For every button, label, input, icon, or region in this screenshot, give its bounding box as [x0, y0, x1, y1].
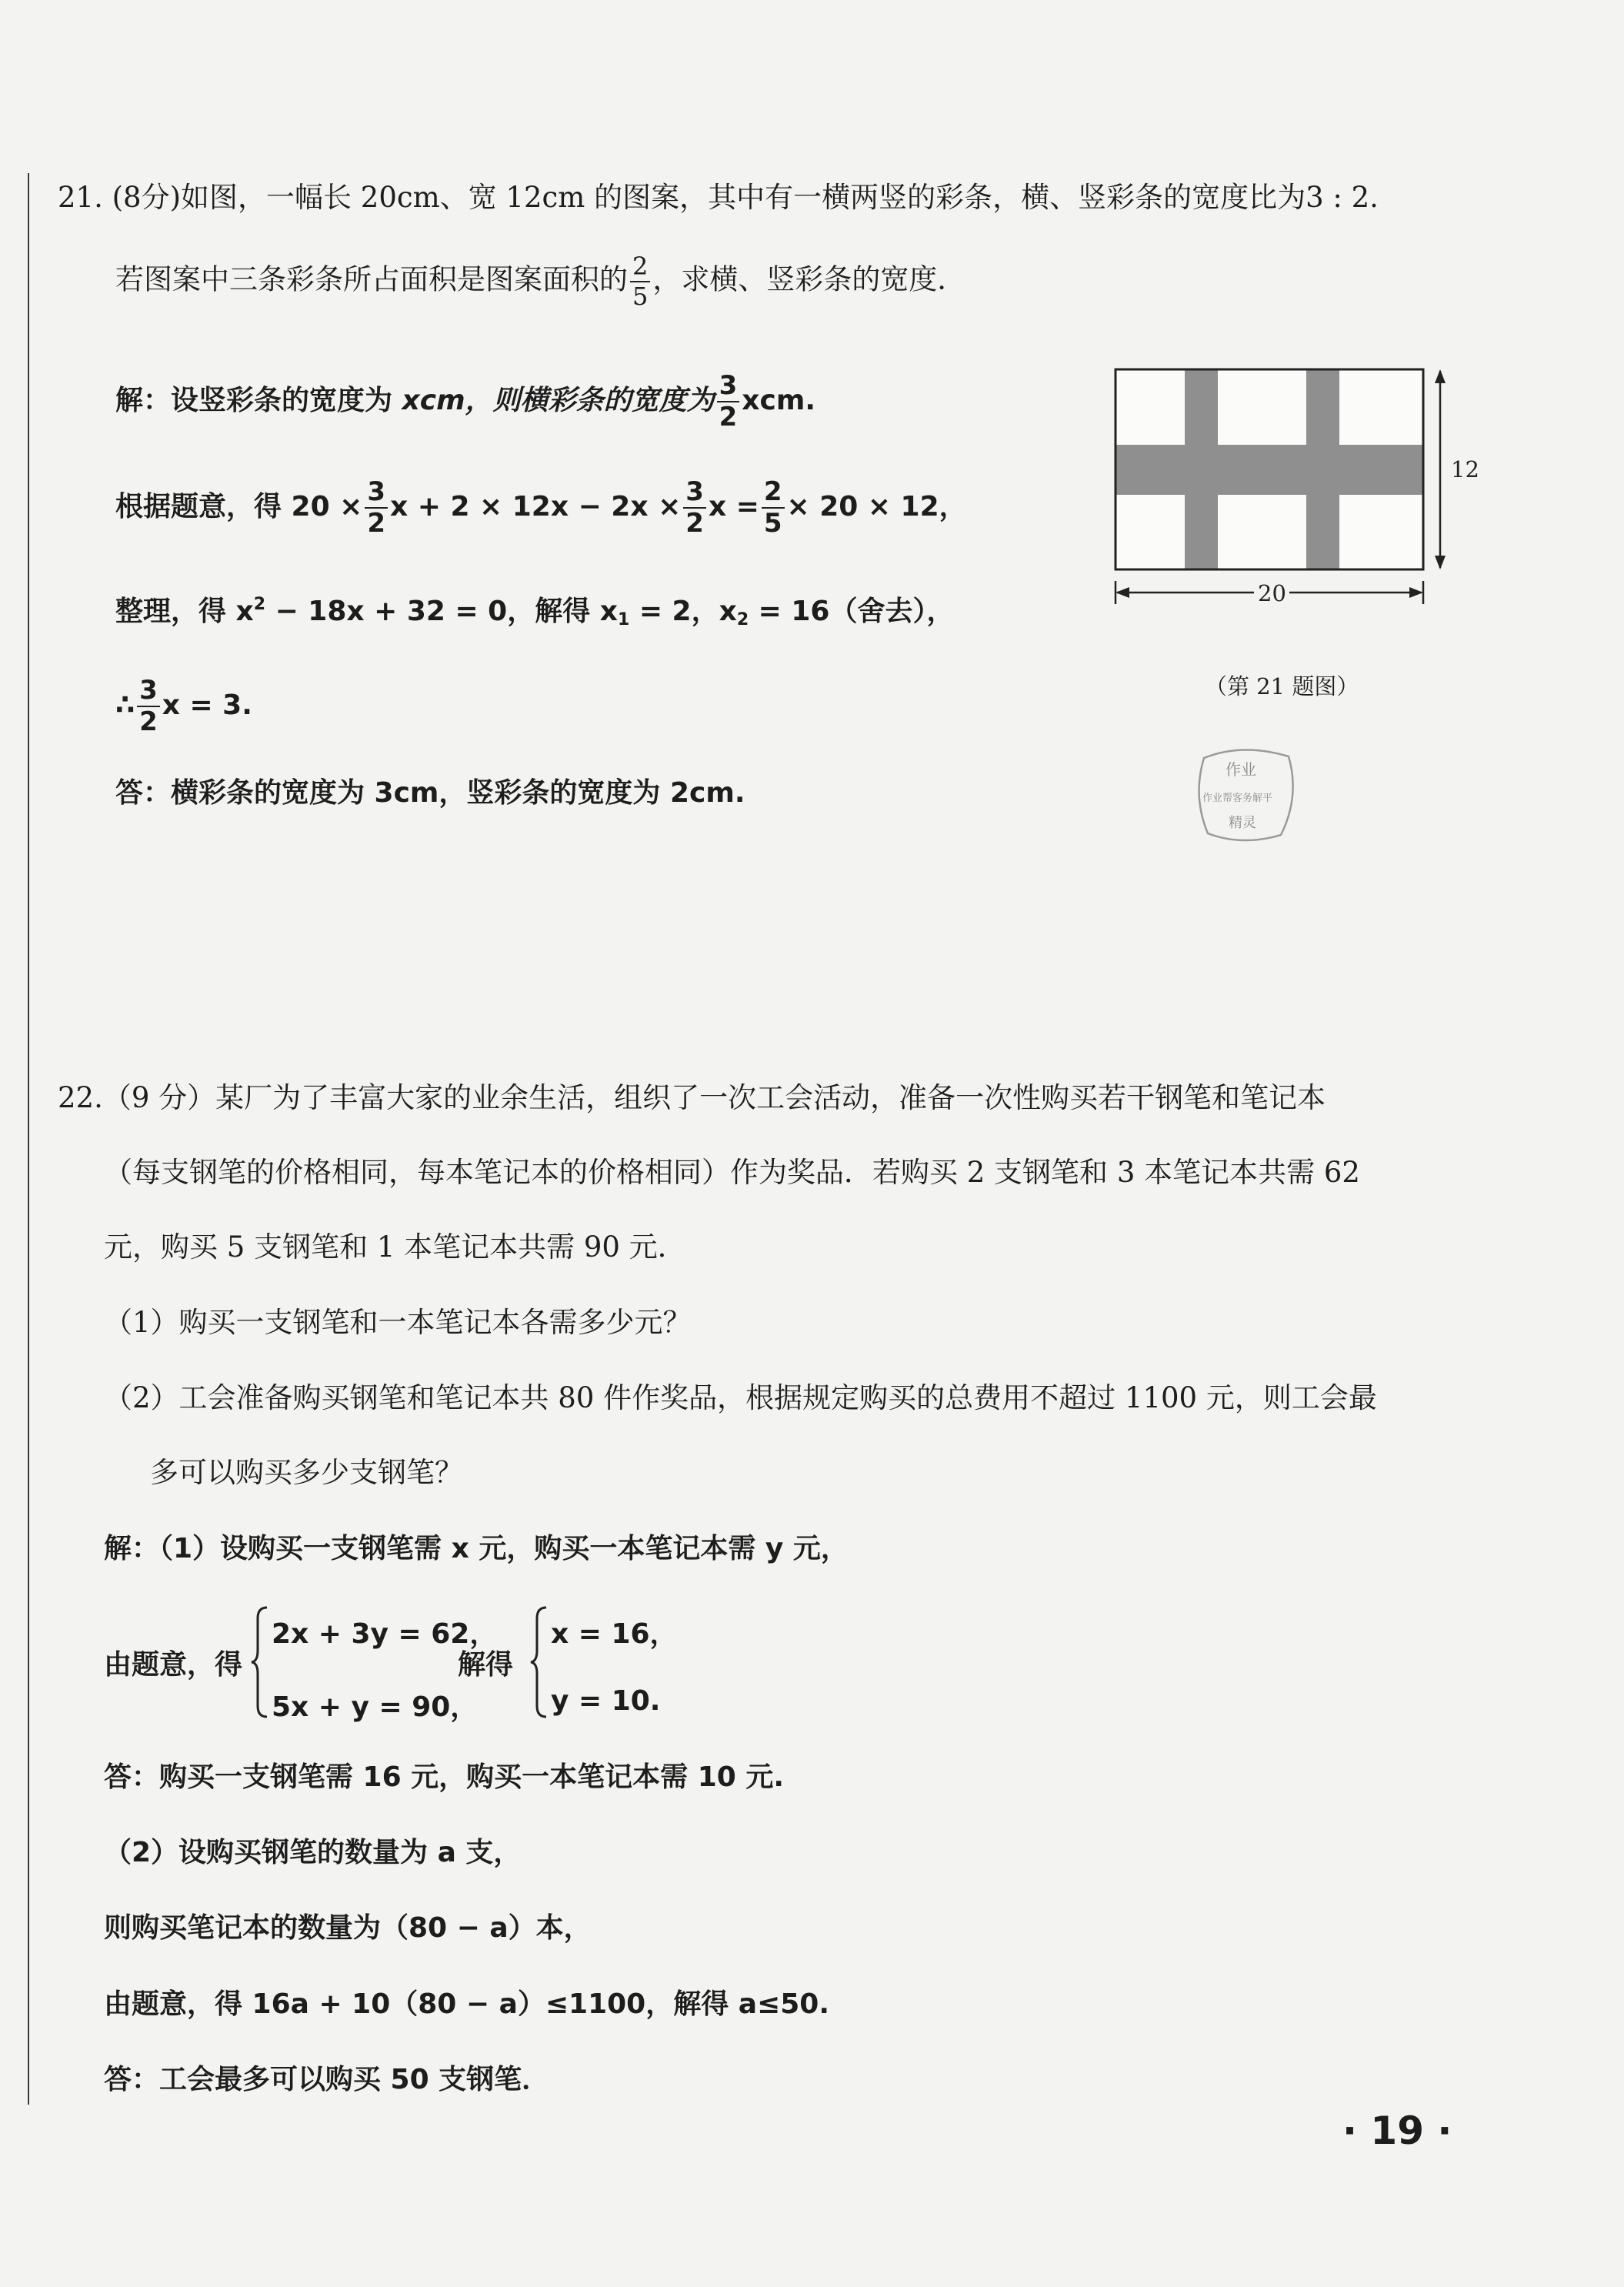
- sol22-line-6: 由题意，得 16a + 10（80 − a）≤1100，解得 a≤50.: [104, 1988, 829, 2020]
- sol21-l2b: x + 2 × 12x − 2x ×: [390, 491, 682, 523]
- q22-line-4: （1）购买一支钢笔和一本笔记本各需多少元？: [104, 1306, 692, 1339]
- stamp-top-text: 作业: [1226, 760, 1256, 779]
- width-arrow-right: [1409, 587, 1423, 598]
- left-brace: [250, 1604, 270, 1720]
- fraction-three-halves: $\frac{3}{2}$: [717, 371, 740, 432]
- equation-1: 2x + 3y = 62，: [272, 1618, 498, 1650]
- solved-intro: 解得: [458, 1649, 514, 1681]
- sol21-line-4: [115, 676, 252, 737]
- q21-line-1: 21. (8分)如图，一幅长 20cm、宽 12cm 的图案，其中有一横两竖的彩条，横、竖彩条的宽度比为3 : 2.: [58, 181, 1379, 214]
- sol21-l2a: 根据题意，得 20 ×: [115, 491, 363, 523]
- q21-line-2-end: ，求横、竖彩条的宽度．: [652, 262, 966, 296]
- sol21-l4b: x = 3.: [162, 689, 252, 722]
- equation-2: 5x + y = 90，: [272, 1691, 479, 1723]
- sol21-line-2: [115, 477, 967, 539]
- q21-line-2-start: 若图案中三条彩条所占面积是图案面积的: [115, 262, 628, 296]
- fraction-three-halves: $\frac{3}{2}$: [137, 676, 160, 737]
- solution-y: y = 10.: [551, 1685, 661, 1717]
- q22-line-5: （2）工会准备购买钢笔和笔记本共 80 件作奖品，根据规定购买的总费用不超过 1100 元，则工会最: [104, 1381, 1377, 1414]
- sol22-line-1: 解：（1）设购买一支钢笔需 x 元，购买一本笔记本需 y 元，: [104, 1533, 849, 1564]
- fraction-two-fifths: $\frac{2}{5}$: [630, 252, 650, 311]
- width-arrow-left: [1115, 587, 1129, 598]
- sol21-l3a: 整理，得 x: [115, 596, 254, 627]
- vertical-stripe-right: [1306, 369, 1339, 569]
- sol21-l1a: 解：设竖彩条的宽度为: [115, 385, 402, 417]
- q22-line-1: 22.（9 分）某厂为了丰富大家的业余生活，组织了一次工会活动，准备一次性购买若干钢笔和笔记本: [58, 1081, 1326, 1114]
- width-label: 20: [1258, 580, 1286, 606]
- left-margin-rule: [28, 173, 29, 1089]
- sol21-l2c: x =: [708, 491, 759, 523]
- q22-line-6: 多可以购买多少支钢笔？: [150, 1456, 463, 1489]
- sol22-line-4: （2）设购买钢笔的数量为 a 支，: [104, 1837, 522, 1868]
- fraction-two-fifths: $\frac{2}{5}$: [762, 477, 785, 539]
- figure-caption: （第 21 题图）: [1205, 673, 1359, 699]
- sol22-system-intro: 由题意，得: [104, 1649, 243, 1681]
- sol21-line-1: [115, 371, 815, 432]
- sol21-l3c: = 2，x: [629, 596, 737, 627]
- sol21-answer: 答：横彩条的宽度为 3cm，竖彩条的宽度为 2cm.: [115, 777, 745, 809]
- q21-figure: [1108, 362, 1492, 623]
- fraction-three-halves: $\frac{3}{2}$: [683, 477, 706, 539]
- solution-x: x = 16，: [551, 1618, 678, 1650]
- sol21-line-3: [115, 596, 954, 629]
- q22-line-2: （每支钢笔的价格相同，每本笔记本的价格相同）作为奖品．若购买 2 支钢笔和 3 本笔记本共需 62: [104, 1156, 1360, 1189]
- horizontal-stripe: [1115, 445, 1423, 495]
- height-arrow-bottom: [1435, 556, 1446, 569]
- stamp-middle-text: 作业帮客务解平: [1202, 793, 1273, 804]
- sol22-answer-1: 答：购买一支钢笔需 16 元，购买一本笔记本需 10 元.: [104, 1761, 785, 1793]
- q22-line-3: 元，购买 5 支钢笔和 1 本笔记本共需 90 元．: [104, 1230, 686, 1264]
- sol22-answer-2: 答：工会最多可以购买 50 支钢笔．: [104, 2064, 550, 2095]
- sol21-l3d: = 16（舍去），: [749, 596, 955, 627]
- subscript: 1: [618, 610, 630, 629]
- sol21-l1b: xcm，则横彩条的宽度为: [402, 385, 715, 417]
- vertical-stripe-left: [1185, 369, 1218, 569]
- q21-line-2: [115, 252, 965, 311]
- sol21-l2d: × 20 × 12，: [786, 491, 967, 523]
- sol22-line-5: 则购买笔记本的数量为（80 − a）本，: [104, 1912, 592, 1944]
- fraction-three-halves: $\frac{3}{2}$: [365, 477, 388, 539]
- sol21-l3b: − 18x + 32 = 0，解得 x: [265, 596, 618, 627]
- height-arrow-top: [1435, 369, 1446, 383]
- height-label: 12: [1451, 456, 1479, 482]
- solution-system: [529, 1604, 683, 1720]
- sol21-l1c: xcm.: [742, 385, 816, 417]
- subscript: 2: [736, 610, 749, 629]
- left-brace: [529, 1604, 549, 1720]
- therefore-sign: ∴: [115, 689, 135, 722]
- stamp-bottom-text: 精灵: [1229, 815, 1256, 831]
- left-margin-rule: [28, 1089, 29, 2105]
- stamp-logo: [1189, 743, 1300, 846]
- page-number: · 19 ·: [1342, 2108, 1452, 2153]
- exponent: 2: [253, 595, 266, 614]
